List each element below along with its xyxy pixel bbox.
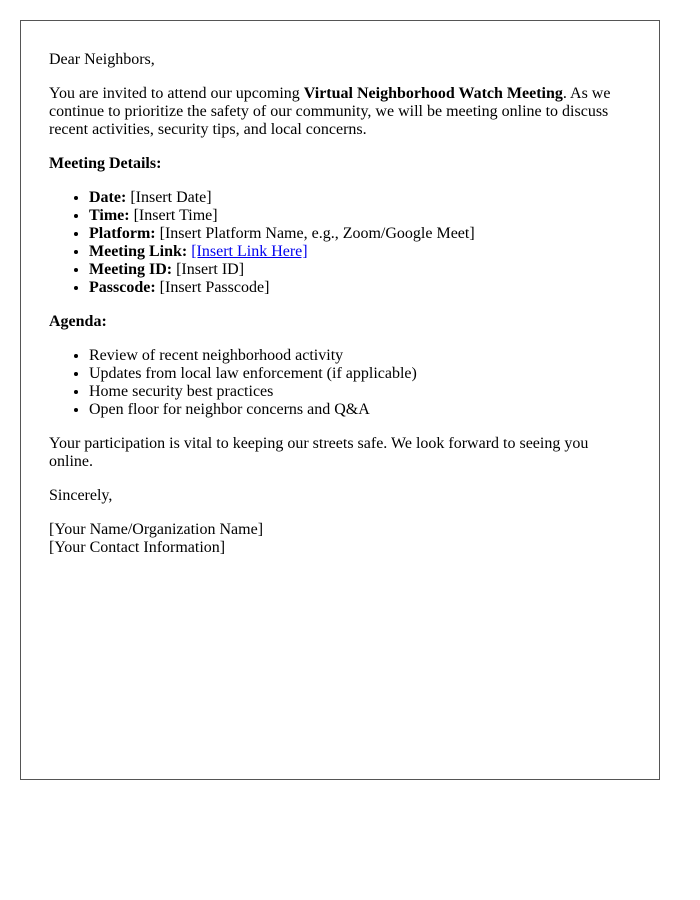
detail-label: Platform:: [89, 225, 156, 242]
detail-value: [Insert Passcode]: [155, 279, 270, 296]
meeting-link[interactable]: [Insert Link Here]: [191, 243, 308, 260]
letter-container: [20, 20, 660, 780]
closing-paragraph: Your participation is vital to keeping our streets safe. We look forward to seeing you online.: [49, 435, 589, 470]
detail-passcode: [89, 279, 631, 297]
detail-platform: [89, 225, 631, 243]
agenda-heading: Agenda:: [49, 313, 107, 330]
detail-time: [89, 207, 631, 225]
signature-contact: [Your Contact Information]: [49, 539, 226, 556]
agenda-item: • Updates from local law enforcement (if applicable): [89, 365, 631, 383]
meeting-details-list: [49, 189, 631, 297]
agenda-item: • Review of recent neighborhood activity: [89, 347, 631, 365]
agenda-item: • Home security best practices: [89, 383, 631, 401]
detail-value: [Insert Time]: [129, 207, 218, 224]
detail-label: Meeting ID:: [89, 261, 173, 278]
event-name: Virtual Neighborhood Watch Meeting: [303, 85, 563, 102]
detail-value: [Insert Platform Name, e.g., Zoom/Google Meet]: [155, 225, 475, 242]
greeting: Dear Neighbors,: [49, 51, 155, 68]
signature-name: [Your Name/Organization Name]: [49, 521, 264, 538]
detail-label: Date:: [89, 189, 127, 206]
signature-block: [49, 521, 631, 557]
detail-date: [89, 189, 631, 207]
meeting-details-heading: Meeting Details:: [49, 155, 162, 172]
detail-value: [Insert ID]: [172, 261, 245, 278]
detail-value: [Insert Date]: [126, 189, 212, 206]
intro-text-after: . As we continue to prioritize the safety of our community, we will be meeting online to discuss recent activities, security tips, and local concerns.: [49, 85, 611, 138]
detail-meeting-link: [89, 243, 631, 261]
intro-paragraph: [49, 85, 631, 139]
detail-meeting-id: [89, 261, 631, 279]
detail-label: Passcode:: [89, 279, 156, 296]
intro-text-before: You are invited to attend our upcoming: [49, 85, 304, 102]
detail-label: Meeting Link:: [89, 243, 188, 260]
sign-off: Sincerely,: [49, 487, 113, 504]
detail-label: Time:: [89, 207, 130, 224]
agenda-list: [49, 347, 631, 419]
agenda-item: • Open floor for neighbor concerns and Q&A: [89, 401, 631, 419]
